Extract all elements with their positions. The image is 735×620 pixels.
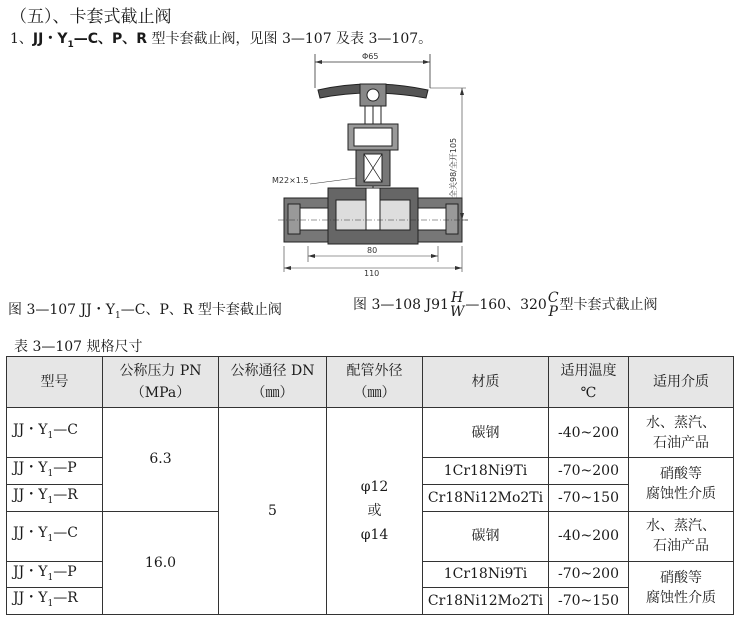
model-subheading xyxy=(10,28,432,50)
dim-outer-length: 110 xyxy=(364,269,380,278)
header-pipe-od: 配管外径 （㎜） xyxy=(327,357,423,408)
dim-inner-length: 80 xyxy=(367,246,378,255)
cell-model: JJ・$Y_1—C$ xyxy=(7,408,103,458)
cell-pressure: 16.0 xyxy=(103,511,219,615)
header-material: 材质 xyxy=(423,357,549,408)
cell-material: Cr18Ni12Mo2Ti xyxy=(423,484,549,511)
table-row xyxy=(7,408,734,458)
cell-pipe-od: φ12 或 φ14 xyxy=(327,408,423,615)
cell-temp: -70~200 xyxy=(549,561,629,588)
cell-material: Cr18Ni12Mo2Ti xyxy=(423,588,549,615)
cell-temp: -70~150 xyxy=(549,484,629,511)
cell-material: 1Cr18Ni9Ti xyxy=(423,458,549,485)
header-temp: 适用温度 ℃ xyxy=(549,357,629,408)
subheading-text: 型卡套截止阀，见图 3—107 及表 3—107。 xyxy=(147,31,433,47)
cell-media: 水、蒸汽、 石油产品 xyxy=(629,408,734,458)
cell-temp: -70~150 xyxy=(549,588,629,615)
cell-temp: -40~200 xyxy=(549,511,629,561)
cell-material: 碳钢 xyxy=(423,408,549,458)
subheading-index: 1、 xyxy=(10,31,33,47)
header-dn: 公称通径 DN （㎜） xyxy=(219,357,327,408)
fraction-cp: C P xyxy=(547,290,559,320)
figure-107-caption: 图 3—107 JJ・$Y_1—C$、P、R 型卡套截止阀 xyxy=(8,302,282,321)
dim-handwheel: Φ65 xyxy=(362,52,379,61)
section-heading: （五）、卡套式截止阀 xyxy=(10,7,172,27)
cell-material: 1Cr18Ni9Ti xyxy=(423,561,549,588)
cell-temp: -70~200 xyxy=(549,458,629,485)
cell-model: JJ・$Y_1—P$ xyxy=(7,458,103,485)
spec-table xyxy=(6,356,734,615)
cell-media: 硝酸等 腐蚀性介质 xyxy=(629,458,734,512)
valve-drawing xyxy=(270,48,470,278)
cell-model: JJ・$Y_1—R$ xyxy=(7,484,103,511)
header-model: 型号 xyxy=(7,357,103,408)
cell-dn: 5 xyxy=(219,408,327,615)
cell-media: 水、蒸汽、 石油产品 xyxy=(629,511,734,561)
cell-model: JJ・$Y_1—P$ xyxy=(7,561,103,588)
subheading-model: JJ・$Y_1—C$、P、R xyxy=(32,31,148,50)
cell-media: 硝酸等 腐蚀性介质 xyxy=(629,561,734,615)
dim-height: 全关98/全开105 xyxy=(449,137,458,198)
table-caption: 表 3—107 规格尺寸 xyxy=(14,339,143,355)
cell-material: 碳钢 xyxy=(423,511,549,561)
table-header-row xyxy=(7,357,734,408)
cell-model: JJ・$Y_1—R$ xyxy=(7,588,103,615)
header-media: 适用介质 xyxy=(629,357,734,408)
cell-pressure: 6.3 xyxy=(103,408,219,512)
figure-108-caption: 图 3—108 J91 H W —160、320 C P 型卡套式截止阀 xyxy=(353,290,658,320)
fraction-hw: H W xyxy=(449,290,465,320)
cell-temp: -40~200 xyxy=(549,408,629,458)
header-pressure: 公称压力 PN （MPa） xyxy=(103,357,219,408)
dim-thread: M22×1.5 xyxy=(272,176,309,185)
cell-model: JJ・$Y_1—C$ xyxy=(7,511,103,561)
